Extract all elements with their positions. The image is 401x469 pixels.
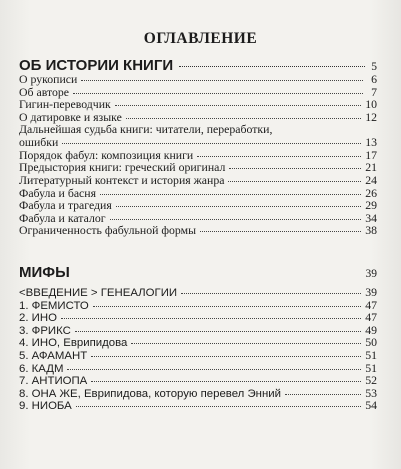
dot-leader [81, 80, 363, 81]
dot-leader [285, 394, 361, 395]
toc-entry-title: 7. АНТИОПА [19, 375, 88, 388]
toc-page-number: 47 [365, 297, 377, 312]
toc-entry-title: Об авторе [19, 84, 70, 99]
toc-page-number: 17 [365, 147, 377, 162]
toc-entry [19, 399, 377, 412]
toc-entry-title: 1. ФЕМИСТО [19, 299, 89, 312]
toc-entry-title: Порядок фабул: композиция книги [19, 147, 194, 162]
toc-entry [19, 98, 377, 111]
dot-leader [91, 381, 361, 382]
dot-leader [181, 293, 361, 294]
dot-leader [228, 181, 361, 182]
toc-entry-title: <ВВЕДЕНИЕ > ГЕНЕАЛОГИИ [19, 287, 178, 299]
toc-entry [19, 299, 377, 312]
dot-leader [73, 93, 363, 94]
toc-entry [19, 123, 377, 148]
toc-entry-title: 8. ОНА ЖЕ, Еврипидова, которую перевел Энний [19, 387, 281, 400]
toc-entry-title: Дальнейшая судьба книги: читатели, переработки, [19, 122, 273, 137]
toc-page-number: 10 [365, 97, 377, 112]
dot-leader [67, 369, 361, 370]
toc-entry-title: О датировке и языке [19, 109, 122, 124]
toc-section-myths [19, 286, 377, 412]
dot-leader [110, 219, 362, 220]
toc-entry-title: 6. КАДМ [19, 362, 64, 375]
toc-entry-title: Литературный контекст и история жанра [19, 172, 225, 187]
dot-leader [100, 194, 361, 195]
toc-page-number: 24 [365, 172, 377, 187]
toc-page-number: 49 [365, 322, 377, 337]
dot-leader [93, 306, 361, 307]
toc-page-number: 29 [365, 198, 377, 213]
toc-entry-title: О рукописи [19, 72, 78, 86]
toc-entry [19, 324, 377, 337]
toc-entry [19, 174, 377, 187]
toc-page-number: 52 [365, 373, 377, 388]
section-heading-label: ОБ ИСТОРИИ КНИГИ [19, 57, 174, 74]
toc-entry [19, 73, 377, 86]
dot-leader [76, 406, 361, 407]
toc-entry-title: Ограниченность фабульной формы [19, 223, 197, 238]
toc-entry [19, 286, 377, 299]
toc-entry-title: 2. ИНО [19, 312, 57, 325]
toc-entry-title: Гигин-переводчик [19, 97, 111, 112]
toc-entry [19, 224, 377, 237]
toc-entry [19, 387, 377, 400]
toc-page-number: 50 [365, 335, 377, 350]
toc-entry-title: 4. ИНО, Еврипидова [19, 337, 128, 350]
toc-page-number: 38 [365, 223, 377, 238]
toc-entry-title: Фабула и трагедия [19, 198, 112, 213]
toc-page-number: 12 [365, 109, 377, 124]
page-title: ОГЛАВЛЕНИЕ [143, 30, 258, 47]
dot-leader [200, 231, 361, 232]
toc-page-number: 51 [365, 347, 377, 362]
dot-leader [131, 343, 361, 344]
toc-entry [19, 362, 377, 375]
toc-page-number: 34 [365, 210, 377, 225]
toc-page-number: 6 [371, 72, 377, 86]
dot-leader [115, 105, 361, 106]
toc-entry-title: Предыстория книги: греческий оригинал [19, 160, 226, 175]
toc-entry [19, 336, 377, 349]
dot-leader [75, 331, 361, 332]
dot-leader [179, 66, 365, 67]
toc-entry-title: 9. НИОБА [19, 400, 72, 413]
toc-entry-title-continued: ошибки [19, 134, 59, 149]
toc-entry-title: Фабула и басня [19, 185, 97, 200]
toc-entry-title: 3. ФРИКС [19, 324, 71, 337]
toc-page-number: 26 [365, 185, 377, 200]
toc-page-number: 21 [365, 160, 377, 175]
dot-leader [229, 168, 361, 169]
dot-leader [62, 143, 361, 144]
toc-page-number: 39 [365, 285, 377, 299]
section-page-number: 5 [371, 61, 377, 73]
toc-entry-title: Фабула и каталог [19, 210, 106, 225]
toc-entry [19, 199, 377, 212]
section-heading-myths [19, 264, 377, 281]
dot-leader [91, 356, 361, 357]
toc-page-number: 13 [365, 134, 377, 149]
dot-leader [61, 318, 361, 319]
toc-page-number: 54 [365, 398, 377, 413]
toc-page-number: 53 [365, 385, 377, 400]
toc-entry [19, 374, 377, 387]
toc-page-number: 51 [365, 360, 377, 375]
dot-leader [197, 156, 361, 157]
toc-page-number: 47 [365, 310, 377, 325]
toc-section-history [19, 73, 377, 237]
section-heading-label: МИФЫ [19, 264, 70, 281]
toc-entry-title: 5. АФАМАНТ [19, 349, 88, 362]
dot-leader [126, 118, 361, 119]
toc-entry [19, 311, 377, 324]
toc-entry [19, 349, 377, 362]
section-page-number: 39 [365, 268, 377, 280]
toc-page-number: 7 [371, 84, 377, 99]
dot-leader [116, 206, 361, 207]
